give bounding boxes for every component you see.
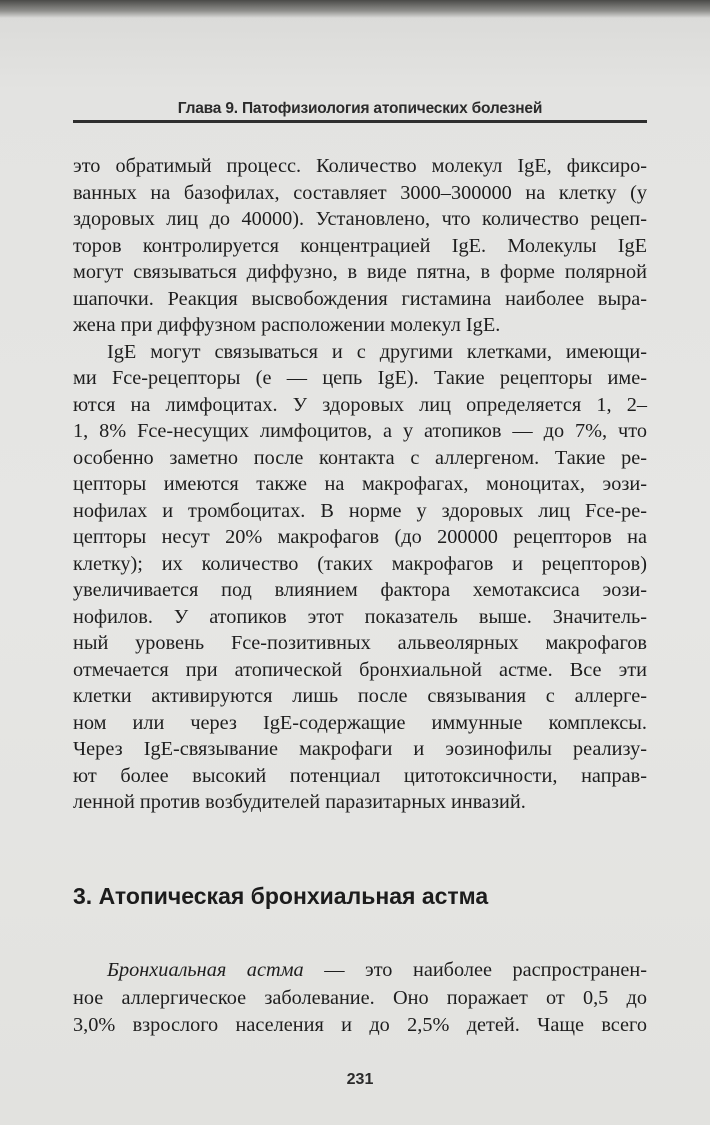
body-text	[73, 153, 647, 816]
text-line: ют более высокий потенциал цитотоксичности, направ-	[73, 764, 647, 787]
text-line: ми Fcе-рецепторы (е — цепь IgE). Такие рецепторы име-	[73, 367, 647, 389]
text-line: цепторы имеются также на макрофагах, моноцитах, эози-	[73, 473, 647, 495]
text-line: здоровых лиц до 40000). Установлено, что количество рецеп-	[73, 208, 647, 230]
text-line: клетки активируются лишь после связывания с аллерге-	[73, 685, 647, 707]
page-number: 231	[346, 1071, 374, 1088]
text-line: IgE могут связываться и с другими клетками, имеющи-	[107, 340, 647, 363]
paragraph-3	[73, 957, 647, 1040]
paragraph-1	[73, 153, 647, 339]
text-line: жена при диффузном расположении молекул IgE.	[73, 314, 501, 336]
running-header: Глава 9. Патофизиология атопических болезней	[177, 100, 543, 117]
text-line: 1, 8% Fcе-несущих лимфоцитов, а у атопиков — до 7%, что	[73, 420, 647, 442]
section-heading: 3. Атопическая бронхиальная астма	[73, 883, 489, 909]
text-line: ются на лимфоцитах. У здоровых лиц определяется 1, 2–	[73, 393, 647, 416]
text-line: ный уровень Fcе-позитивных альвеолярных макрофагов	[73, 632, 647, 654]
text-line: нофилов. У атопиков этот показатель выше. Значитель-	[73, 605, 647, 628]
text-line: цепторы несут 20% макрофагов (до 200000 рецепторов на	[73, 526, 647, 548]
defined-term: Бронхиальная астма	[107, 959, 304, 981]
text-line: ном или через IgE-содержащие иммунные комплексы.	[73, 711, 647, 734]
text-fragment: — это наиболее распространен-	[303, 959, 648, 981]
text-line: могут связываться диффузно, в виде пятна, в форме полярной	[73, 261, 647, 283]
text-line: клетку); их количество (таких макрофагов и рецепторов)	[73, 552, 647, 575]
text-line	[73, 957, 647, 985]
text-line: ное аллергическое заболевание. Оно поражает от 0,5 до	[73, 986, 647, 1009]
text-line: нофилах и тромбоцитах. В норме у здоровых лиц Fcе-ре-	[73, 499, 647, 522]
text-line: ленной против возбудителей паразитарных инвазий.	[73, 791, 526, 813]
text-line: ванных на базофилах, составляет 3000–300000 на клетку (у	[73, 181, 647, 204]
text-line: увеличивается под влиянием фактора хемотаксиса эози-	[73, 579, 647, 601]
header-rule	[73, 120, 647, 123]
text-line: 3,0% взрослого населения и до 2,5% детей. Чаще всего	[73, 1014, 647, 1036]
paragraph-2	[73, 339, 647, 816]
text-line: отмечается при атопической бронхиальной астме. Все эти	[73, 658, 647, 681]
text-line: торов контролируется концентрацией IgE. Молекулы IgE	[73, 234, 647, 257]
body-text-continued	[73, 957, 647, 1040]
text-line: это обратимый процесс. Количество молекул IgE, фиксиро-	[73, 155, 647, 177]
page-top-shadow	[0, 0, 710, 18]
text-line: особенно заметно после контакта с аллергеном. Такие ре-	[73, 446, 647, 469]
text-line: шапочки. Реакция высвобождения гистамина наиболее выра-	[73, 287, 647, 310]
text-line: Через IgE-связывание макрофаги и эозинофилы реализу-	[73, 738, 647, 760]
